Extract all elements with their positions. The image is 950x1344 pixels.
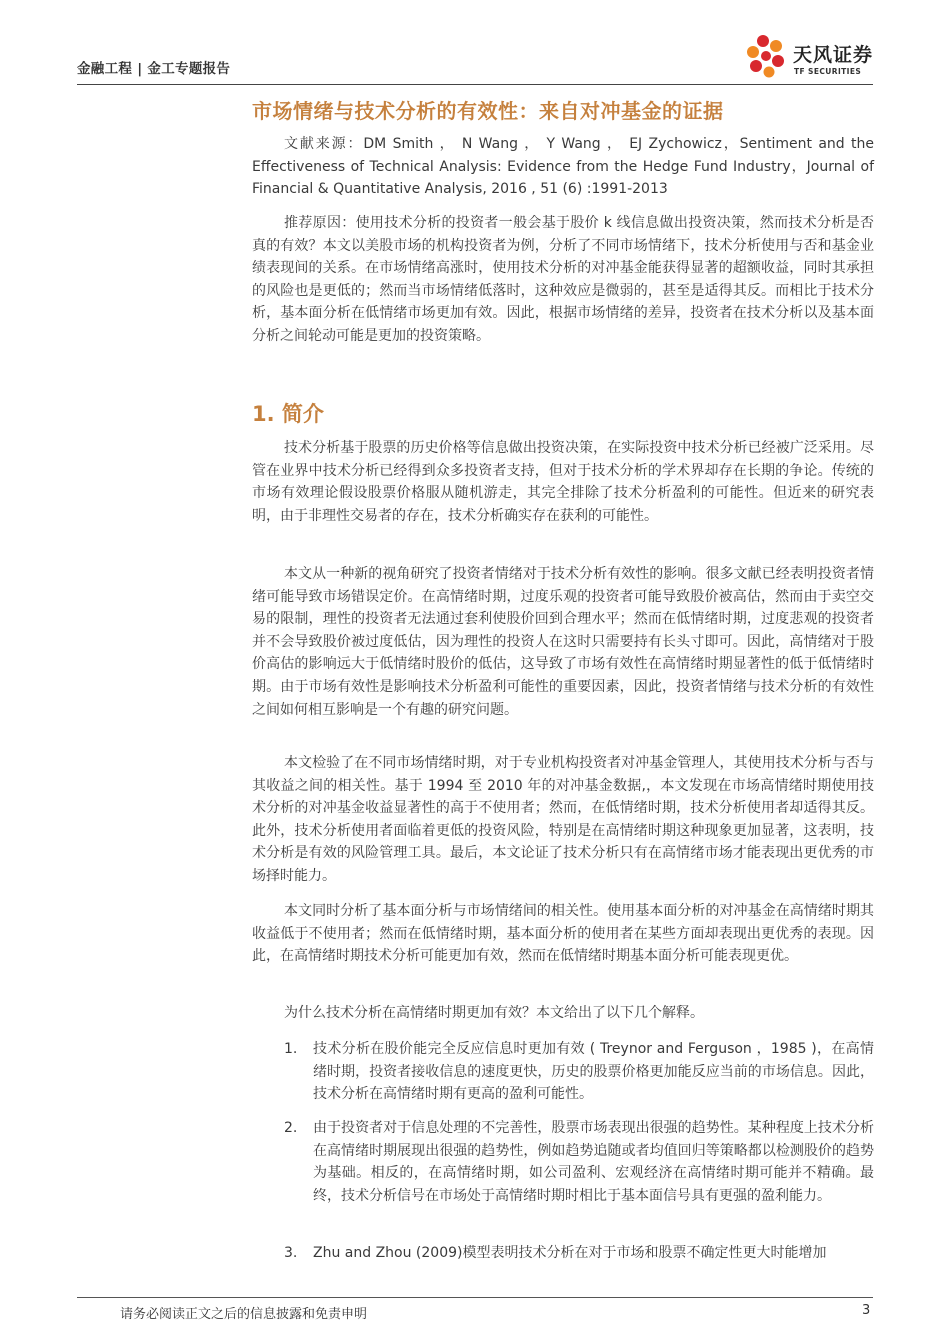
list-item-number: 1. [284, 1041, 298, 1057]
logo-text-en: TF SECURITIES [794, 67, 862, 76]
flower-logo-icon [745, 30, 793, 80]
source-citation: 文献来源：DM Smith ， N Wang ， Y Wang ， EJ Zychowicz，Sentiment and the Effectiveness of Technical Analysis: Evidence from the Hedge Fund Industry，Journal of Financial & Quantitative Analysis, 2016 , 51 (6) :1991-2013 [252, 136, 874, 198]
list-item-text: 由于投资者对于信息处理的不完善性，股票市场表现出很强的趋势性。某种程度上技术分析在高情绪时期展现出很强的趋势性，例如趋势追随或者均值回归等策略都以检测股价的趋势为基础。相反的，在高情绪时期，如公司盈利、宏观经济在高情绪时期可能并不精确。最终，技术分析信号在市场处于高情绪时期时相比于基本面信号具有更强的盈利能力。 [313, 1120, 874, 1204]
logo-text-cn: 天风证券 [793, 44, 874, 66]
footer-disclaimer: 请务必阅读正文之后的信息披露和免责申明 [120, 1307, 368, 1322]
page-number: 3 [862, 1303, 871, 1318]
list-item-number: 3. [284, 1245, 298, 1261]
intro-paragraph: 为什么技术分析在高情绪时期更加有效？本文给出了以下几个解释。 [284, 1005, 704, 1021]
intro-paragraph: 本文检验了在不同市场情绪时期，对于专业机构投资者对冲基金管理人，其使用技术分析与否与其收益之间的相关性。基于 1994 至 2010 年的对冲基金数据,，本文发现在市场高情绪时期使用技术分析的对冲基金收益显著性的高于不使用者；然而，在低情绪时期，技术分析使用者却适得其反。此外，技术分析使用者面临着更低的投资风险，特别是在高情绪时期这种现象更加显著，这表明，技术分析是有效的风险管理工具。最后，本文论证了技术分析只有在高情绪市场才能表现出更优秀的市场择时能力。 [252, 755, 874, 884]
footer-divider [77, 1297, 873, 1298]
report-category: 金融工程 | 金工专题报告 [77, 61, 231, 77]
list-item-text: Zhu and Zhou (2009)模型表明技术分析在对于市场和股票不确定性更大时能增加 [313, 1245, 827, 1261]
intro-paragraph: 本文同时分析了基本面分析与市场情绪间的相关性。使用基本面分析的对冲基金在高情绪时期其收益低于不使用者；然而在低情绪时期，基本面分析的使用者在某些方面却表现出更优秀的表现。因此，在高情绪时期技术分析可能更加有效，然而在低情绪时期基本面分析可能表现更优。 [252, 903, 874, 965]
article-title: 市场情绪与技术分析的有效性：来自对冲基金的证据 [252, 99, 724, 123]
list-item-number: 2. [284, 1120, 298, 1136]
header-divider [77, 84, 873, 85]
tf-securities-logo [745, 30, 885, 80]
recommendation-reason: 推荐原因：使用技术分析的投资者一般会基于股价 k 线信息做出投资决策，然而技术分析是否真的有效？本文以美股市场的机构投资者为例，分析了不同市场情绪下，技术分析使用与否和基金业绩表现间的关系。在市场情绪高涨时，使用技术分析的对冲基金能获得显著的超额收益，同时其承担的风险也是更低的；然而当市场情绪低落时，这种效应是微弱的，甚至是适得其反。而相比于技术分析，基本面分析在低情绪市场更加有效。因此，根据市场情绪的差异，投资者在技术分析以及基本面分析之间轮动可能是更加的投资策略。 [252, 215, 874, 344]
intro-paragraph: 技术分析基于股票的历史价格等信息做出投资决策，在实际投资中技术分析已经被广泛采用。尽管在业界中技术分析已经得到众多投资者支持，但对于技术分析的学术界却存在长期的争论。传统的市场有效理论假设股票价格服从随机游走，其完全排除了技术分析盈利的可能性。但近来的研究表明，由于非理性交易者的存在，技术分析确实存在获利的可能性。 [252, 440, 874, 524]
section-heading-intro: 1. 简介 [252, 402, 324, 426]
list-item-text: 技术分析在股价能完全反应信息时更加有效 ( Treynor and Ferguson ，1985 )，在高情绪时期，投资者接收信息的速度更快，历史的股票价格更加能反应当前的市场信息。因此，技术分析在高情绪时期有更高的盈利可能性。 [313, 1041, 874, 1103]
intro-paragraph: 本文从一种新的视角研究了投资者情绪对于技术分析有效性的影响。很多文献已经表明投资者情绪可能导致市场错误定价。在高情绪时期，过度乐观的投资者可能导致股价被高估，然而由于卖空交易的限制，理性的投资者无法通过套利使股价回到合理水平；然而在低情绪时期，过度悲观的投资者并不会导致股价被过度低估，因为理性的投资人在这时只需要持有长头寸即可。因此，高情绪对于股价高估的影响远大于低情绪时股价的低估，这导致了市场有效性在高情绪时期显著性的低于低情绪时期。由于市场有效性是影响技术分析盈利可能性的重要因素，因此，投资者情绪与技术分析的有效性之间如何相互影响是一个有趣的研究问题。 [252, 566, 874, 718]
